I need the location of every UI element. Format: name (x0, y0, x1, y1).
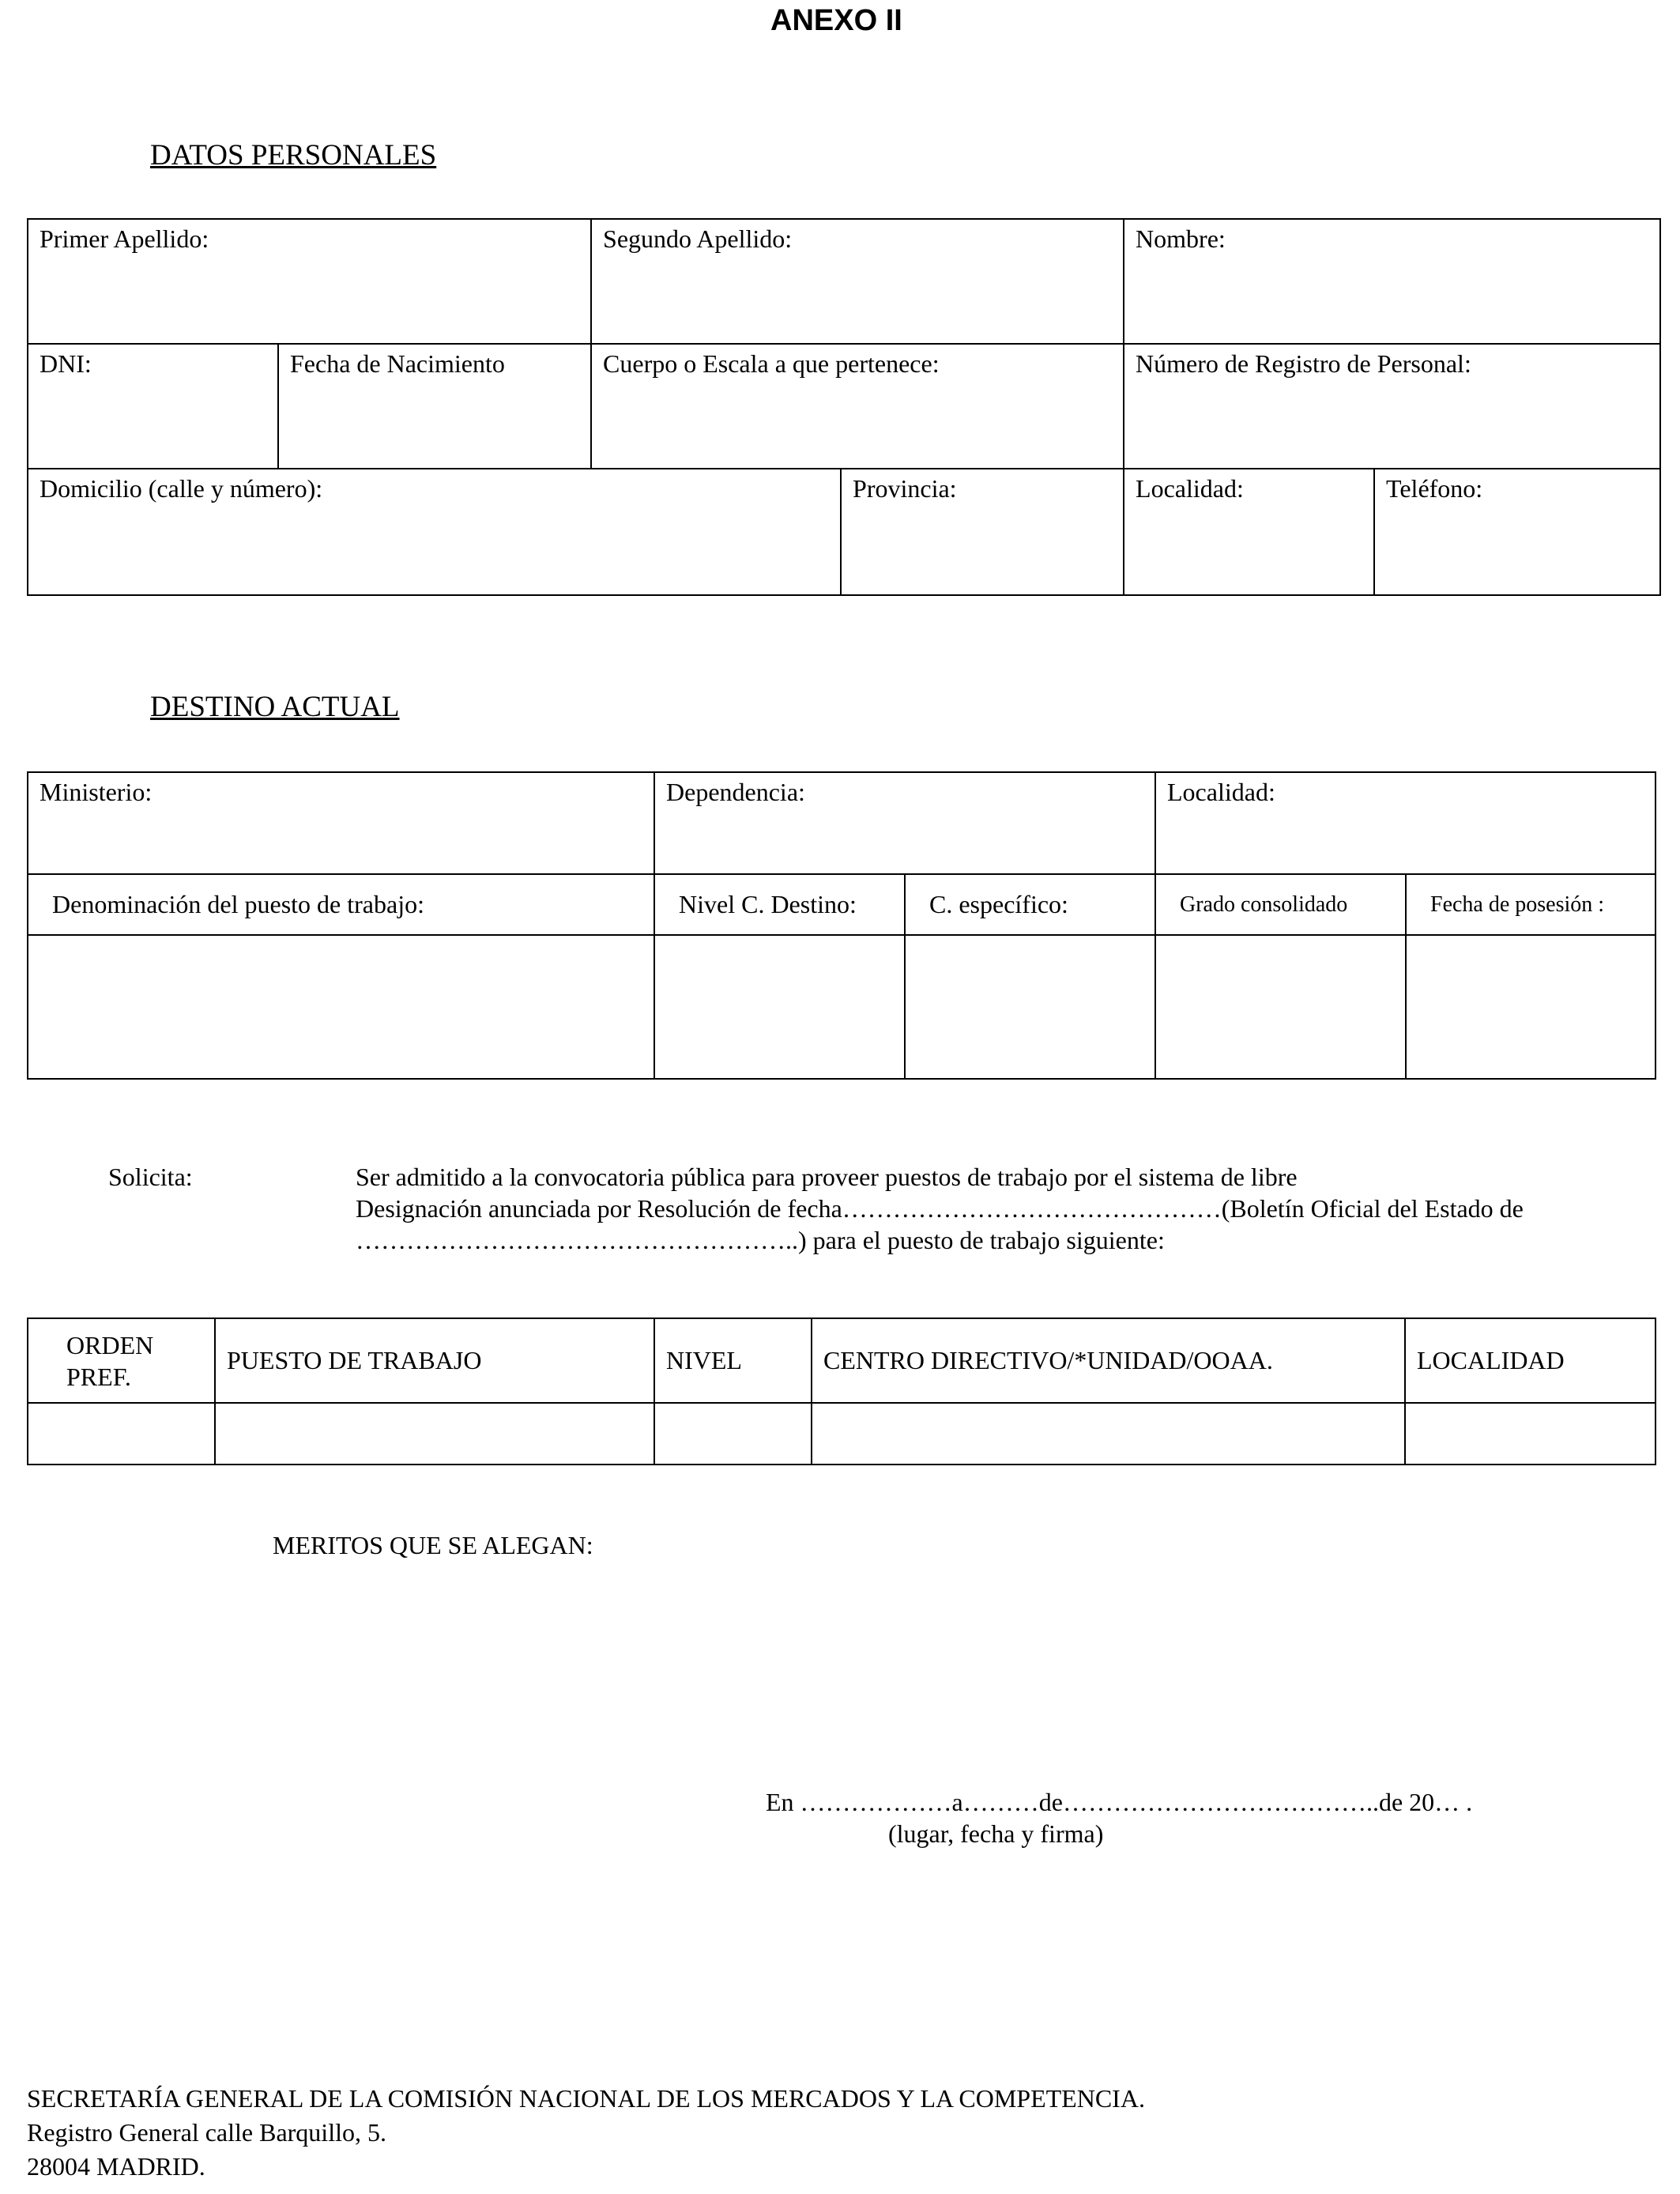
dependencia-field[interactable] (654, 772, 1155, 874)
puesto-label: PUESTO DE TRABAJO (227, 1346, 482, 1374)
nombre-label: Nombre: (1136, 224, 1226, 253)
current-post-heading: DESTINO ACTUAL (150, 691, 400, 723)
dni-label: DNI: (40, 349, 92, 378)
header-nivel (654, 1318, 812, 1403)
provincia-field[interactable] (841, 469, 1124, 595)
fecha-posesion-field[interactable] (1406, 935, 1656, 1079)
grado-consolidado-label: Grado consolidado (1180, 892, 1348, 917)
segundo-apellido-label: Segundo Apellido: (603, 224, 793, 253)
header-puesto (215, 1318, 654, 1403)
c-especifico-field[interactable] (905, 935, 1155, 1079)
centro-field[interactable] (812, 1403, 1405, 1465)
fecha-posesion-header (1406, 874, 1656, 935)
numero-registro-label: Número de Registro de Personal: (1136, 349, 1471, 378)
domicilio-field[interactable] (28, 469, 841, 595)
puesto-field[interactable] (215, 1403, 654, 1465)
header-centro (812, 1318, 1405, 1403)
primer-apellido-field[interactable] (28, 219, 591, 344)
cuerpo-escala-label: Cuerpo o Escala a que pertenece: (603, 349, 940, 378)
numero-registro-field[interactable] (1124, 344, 1660, 469)
grado-consolidado-header (1155, 874, 1406, 935)
fecha-posesion-label: Fecha de posesión : (1430, 892, 1605, 917)
localidad-destino-label: Localidad: (1167, 778, 1275, 806)
annex-title: ANEXO II (770, 4, 902, 37)
domicilio-label: Domicilio (calle y número): (40, 474, 323, 503)
footer-line-3: 28004 MADRID. (27, 2152, 205, 2181)
fecha-nacimiento-field[interactable] (278, 344, 591, 469)
request-label: Solicita: (108, 1163, 193, 1191)
segundo-apellido-field[interactable] (591, 219, 1124, 344)
c-especifico-label: C. específico: (929, 890, 1068, 918)
header-localidad (1405, 1318, 1656, 1403)
dni-field[interactable] (28, 344, 278, 469)
provincia-label: Provincia: (853, 474, 957, 503)
personal-data-table (27, 218, 1661, 596)
orden-label-line1: ORDEN (66, 1330, 154, 1359)
telefono-label: Teléfono: (1386, 474, 1483, 503)
nombre-field[interactable] (1124, 219, 1660, 344)
merits-label: MERITOS QUE SE ALEGAN: (273, 1531, 593, 1559)
telefono-field[interactable] (1374, 469, 1660, 595)
ministerio-field[interactable] (28, 772, 654, 874)
orden-pref-field[interactable] (28, 1403, 215, 1465)
ministerio-label: Ministerio: (40, 778, 153, 806)
personal-data-heading: DATOS PERSONALES (150, 139, 437, 172)
denominacion-label: Denominación del puesto de trabajo: (52, 890, 424, 918)
localidad-label: Localidad: (1136, 474, 1244, 503)
primer-apellido-label: Primer Apellido: (40, 224, 209, 253)
localidad-pos-label: LOCALIDAD (1417, 1346, 1565, 1374)
current-post-table (27, 771, 1656, 1080)
signature-caption: (lugar, fecha y firma) (888, 1819, 1104, 1848)
nivel-destino-label: Nivel C. Destino: (679, 890, 857, 918)
cuerpo-escala-field[interactable] (591, 344, 1124, 469)
denominacion-header (28, 874, 654, 935)
centro-label: CENTRO DIRECTIVO/*UNIDAD/OOAA. (823, 1346, 1273, 1374)
nivel-destino-header (654, 874, 905, 935)
request-line-3: ……………………………………………..) para el puesto de trabajo siguiente: (356, 1226, 1165, 1254)
localidad-pos-field[interactable] (1405, 1403, 1656, 1465)
nivel-field[interactable] (654, 1403, 812, 1465)
positions-table (27, 1318, 1656, 1465)
dependencia-label: Dependencia: (666, 778, 805, 806)
nivel-label: NIVEL (666, 1346, 742, 1374)
request-line-1: Ser admitido a la convocatoria pública para proveer puestos de trabajo por el sistema de libre (356, 1163, 1298, 1191)
denominacion-field[interactable] (28, 935, 654, 1079)
footer-line-1: SECRETARÍA GENERAL DE LA COMISIÓN NACIONAL DE LOS MERCADOS Y LA COMPETENCIA. (27, 2084, 1145, 2113)
nivel-destino-field[interactable] (654, 935, 905, 1079)
localidad-destino-field[interactable] (1155, 772, 1656, 874)
signature-place-date: En ………………a………de………………………………..de 20… . (766, 1788, 1473, 1816)
localidad-field[interactable] (1124, 469, 1374, 595)
request-line-2: Designación anunciada por Resolución de fecha………………………………………(Boletín Oficial del Estado de (356, 1194, 1524, 1223)
orden-label-line2: PREF. (66, 1362, 131, 1391)
header-orden-pref (28, 1318, 215, 1403)
c-especifico-header (905, 874, 1155, 935)
fecha-nacimiento-label: Fecha de Nacimiento (290, 349, 505, 378)
footer-line-2: Registro General calle Barquillo, 5. (27, 2118, 386, 2147)
grado-consolidado-field[interactable] (1155, 935, 1406, 1079)
